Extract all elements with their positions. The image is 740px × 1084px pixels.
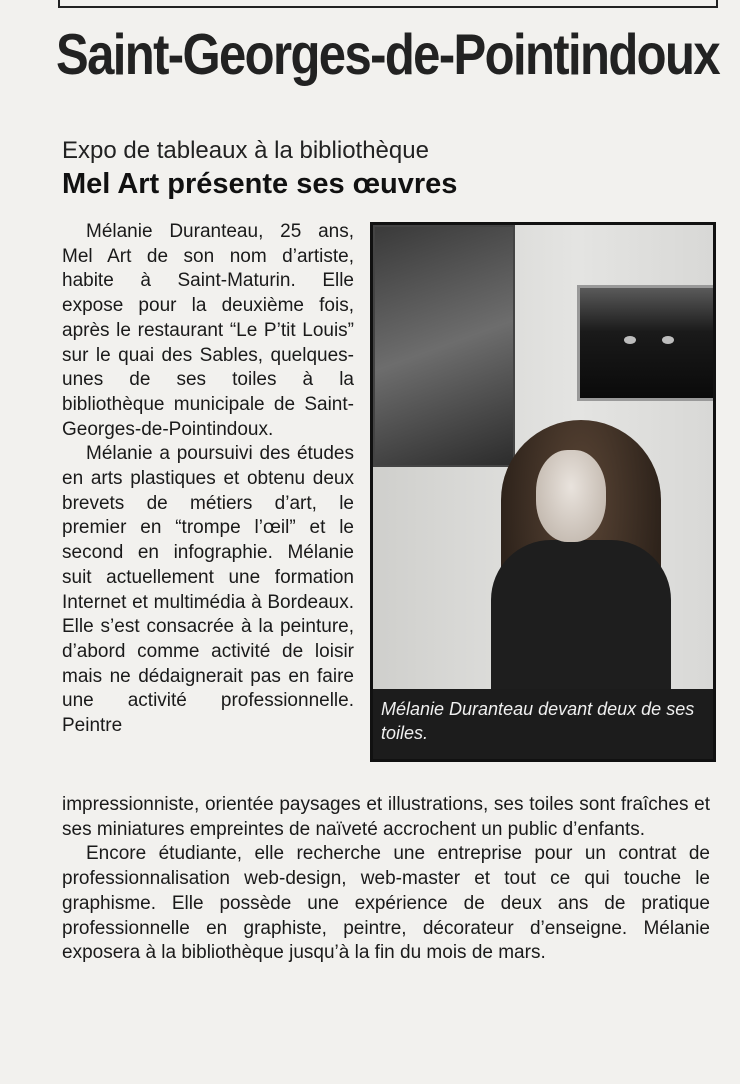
article-photo bbox=[370, 222, 716, 762]
cat-eye bbox=[624, 336, 636, 344]
article-column bbox=[62, 220, 354, 739]
town-title: Saint-Georges-de-Pointindoux bbox=[56, 23, 719, 87]
portrait-person bbox=[491, 420, 671, 720]
photo-caption: Mélanie Duranteau devant deux de ses toiles. bbox=[373, 689, 713, 759]
article-full-width bbox=[62, 793, 710, 966]
header-rule bbox=[58, 0, 718, 8]
painting-cat bbox=[577, 285, 716, 401]
cat-eye bbox=[662, 336, 674, 344]
person-face bbox=[536, 450, 606, 542]
paragraph: Encore étudiante, elle recherche une entreprise pour un contrat de professionnalisation web-design, web-master et tout ce qui touche le graphisme. Elle possède une expérience de deux ans de pratique professionnelle en graphiste, peintre, décorateur d’enseigne. Mélanie exposera à la bibliothèque jusqu’à la fin du mois de mars. bbox=[62, 843, 710, 964]
paragraph: Mélanie a poursuivi des études en arts plastiques et obtenu deux brevets de métiers d’art, le premier en “trompe l’œil” et le second en infographie. Mélanie suit actuellement une formation Internet et multimédia à Bordeaux. Elle s’est consacrée à la peinture, d’abord comme activité de loisir mais ne dédaignerait pas en faire une activité professionnelle. Peintre bbox=[62, 443, 354, 737]
article-kicker: Expo de tableaux à la bibliothèque bbox=[62, 137, 429, 164]
article-headline: Mel Art présente ses œuvres bbox=[62, 168, 458, 200]
paragraph: Mélanie Duranteau, 25 ans, Mel Art de son nom d’artiste, habite à Saint-Maturin. Elle expose pour la deuxième fois, après le restaurant “Le P’tit Louis” sur le quai des Sables, quelques-unes de ses toiles à la bibliothèque municipale de Saint-Georges-de-Pointindoux. bbox=[62, 221, 354, 440]
paragraph: impressionniste, orientée paysages et illustrations, ses toiles sont fraîches et ses miniatures empreintes de naïveté accrochent un public d’enfants. bbox=[62, 794, 710, 840]
